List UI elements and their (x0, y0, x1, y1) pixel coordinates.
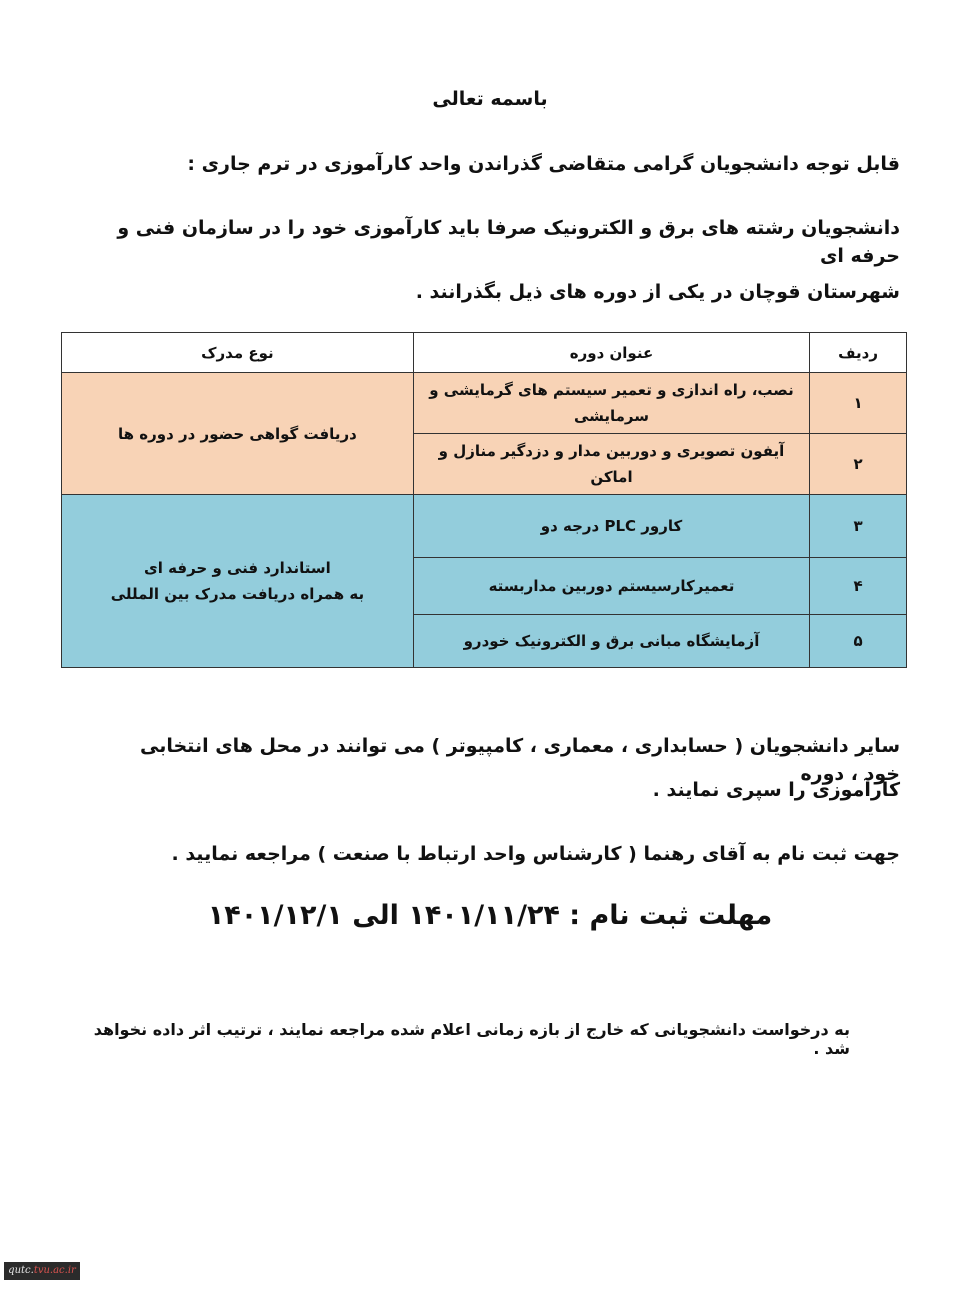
row-number-cell: ۵ (810, 615, 907, 668)
header-certificate-type: نوع مدرک (62, 333, 414, 373)
course-title-cell: نصب، راه اندازی و تعمیر سیستم های گرمایشی و سرمایشی (413, 373, 809, 434)
registration-deadline: مهلت ثبت نام : ۱۴۰۱/۱۱/۲۴ الی ۱۴۰۱/۱۲/۱ (207, 900, 773, 931)
certificate-line-1: استاندارد فنی و حرفه ای (144, 559, 331, 577)
header-course-title: عنوان دوره (413, 333, 809, 373)
courses-table (61, 332, 907, 668)
other-students-line-1: سایر دانشجویان ( حسابداری ، معماری ، کامپیوتر ) می توانند در محل های انتخابی خود ، دوره (140, 735, 900, 785)
certificate-cell-group-1: دریافت گواهی حضور در دوره ها (62, 373, 414, 495)
watermark-domain: tvu.ac.ir (33, 1265, 76, 1276)
course-title-cell: آیفون تصویری و دوربین مدار و دزدگیر منازل و اماکن (413, 434, 809, 495)
electrical-students-line-2: شهرستان قوچان در یکی از دوره های ذیل بگذرانند . (415, 281, 900, 303)
course-title-cell: تعمیرکارسیستم دوربین مداربسته (413, 558, 809, 615)
intro-line: قابل توجه دانشجویان گرامی متقاضی گذراندن واحد کارآموزی در ترم جاری : (187, 153, 900, 175)
certificate-cell-group-2 (62, 495, 414, 668)
course-title-cell: کارور PLC درجه دو (413, 495, 809, 558)
table-row (62, 373, 907, 434)
watermark-prefix: qutc. (8, 1265, 34, 1276)
late-request-note: به درخواست دانشجویانی که خارج از بازه زمانی اعلام شده مراجعه نمایند ، ترتیب اثر داده نخواهد شد . (93, 1020, 850, 1058)
course-title-cell: آزمایشگاه مبانی برق و الکترونیک خودرو (413, 615, 809, 668)
other-students-line-2: کارآموزی را سپری نمایند . (652, 779, 900, 801)
row-number-cell: ۳ (810, 495, 907, 558)
header-row-number: ردیف (810, 333, 907, 373)
registration-instruction: جهت ثبت نام به آقای رهنما ( کارشناس واحد ارتباط با صنعت ) مراجعه نمایید . (171, 843, 900, 865)
row-number-cell: ۴ (810, 558, 907, 615)
page-heading: باسمه تعالی (432, 88, 548, 110)
row-number-cell: ۲ (810, 434, 907, 495)
table-header-row (62, 333, 907, 373)
certificate-line-2: به همراه دریافت مدرک بین المللی (110, 585, 365, 603)
row-number-cell: ۱ (810, 373, 907, 434)
electrical-students-line-1: دانشجویان رشته های برق و الکترونیک صرفا باید کارآموزی خود را در سازمان فنی و حرفه ای (117, 217, 900, 267)
site-watermark (4, 1262, 80, 1280)
table-row (62, 495, 907, 558)
